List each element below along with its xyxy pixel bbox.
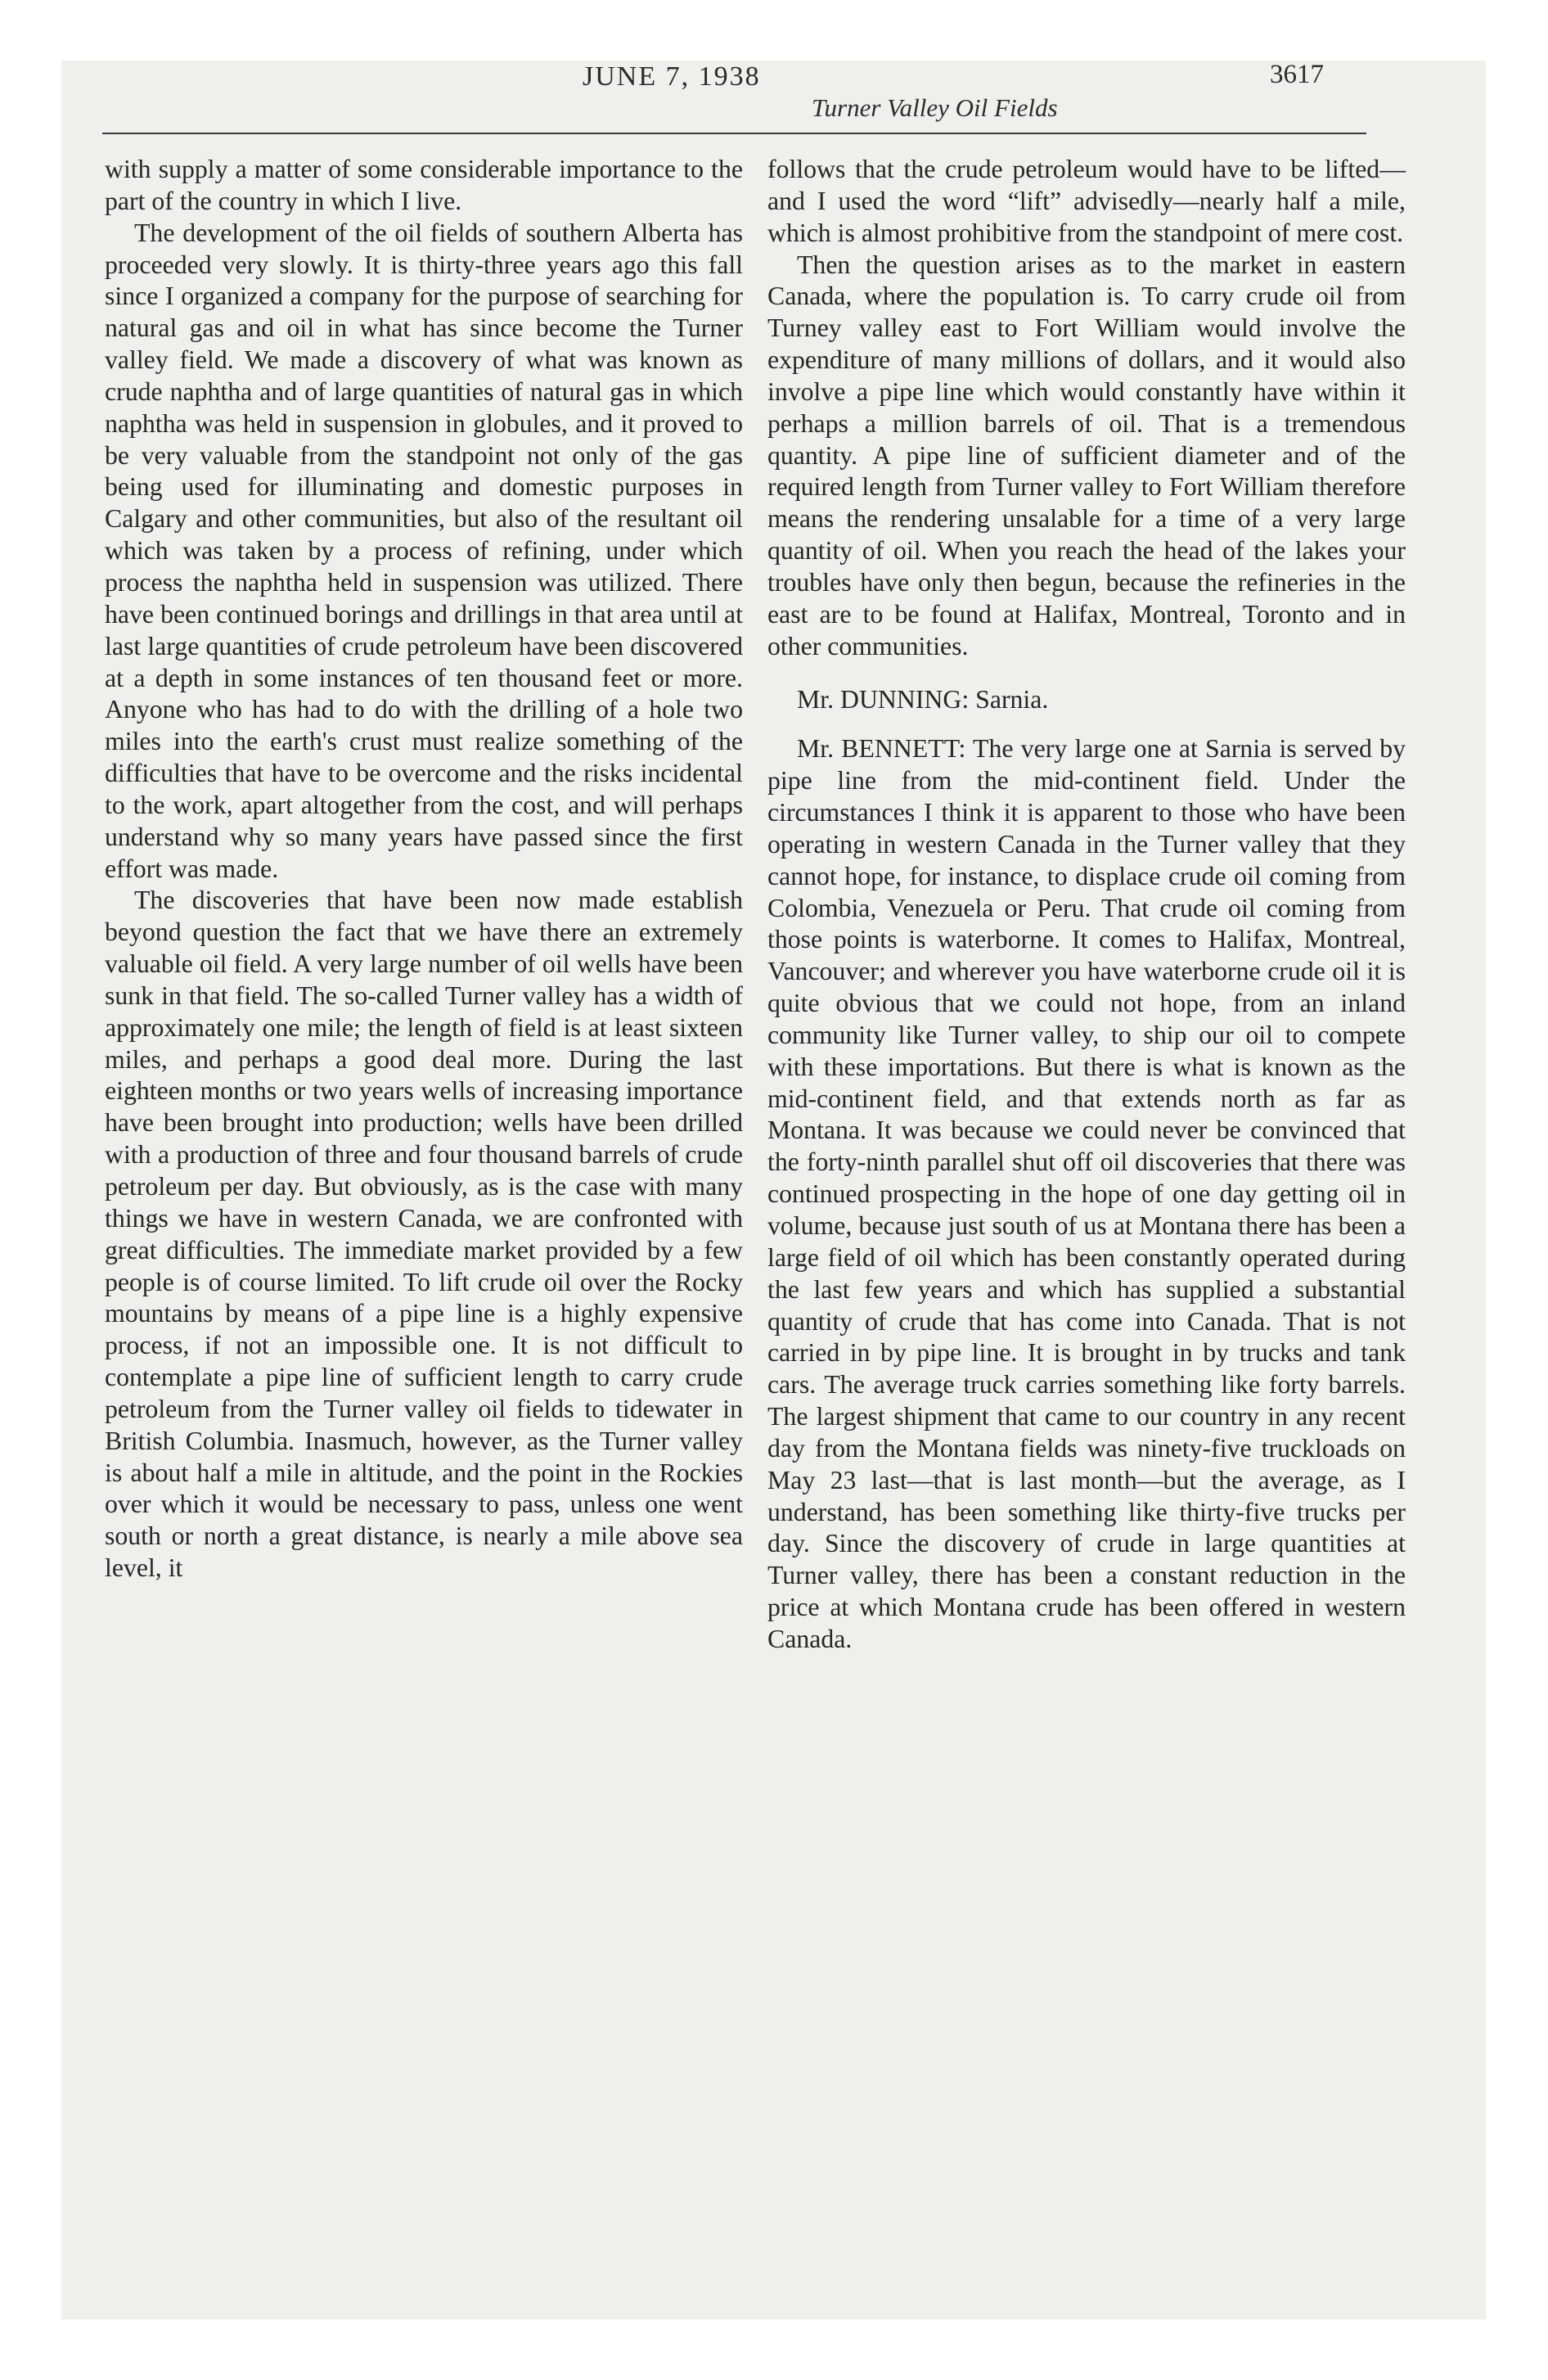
left-paragraph-1: with supply a matter of some considerable importance to the part of the country in which I live. [105, 155, 743, 215]
right-paragraph-2: Then the question arises as to the market in eastern Canada, where the population is. To carry crude oil from Turney valley east to Fort William would involve the expenditure of many millions of dollars, and it would also involve a pipe line which would constantly have within it perhaps a million barrels of oil. That is a tremendous quantity. A pipe line of sufficient diameter and of the required length from Turner valley to Fort William therefore means the rendering unsalable for a time of a very large quantity of oil. When you reach the head of the lakes your troubles have only then begun, because the refineries in the east are to be found at Halifax, Montreal, Toronto and in other communities. [767, 250, 1406, 660]
left-paragraph-3: The discoveries that have been now made establish beyond question the fact that we have there an extremely valuable oil field. A very large number of oil wells have been sunk in that field. The so-called Turner valley has a width of approximately one mile; the length of field is at least sixteen miles, and perhaps a good deal more. During the last eighteen months or two years wells of increasing importance have been brought into production; wells have been drilled with a production of three and four thousand barrels of crude petroleum per day. But obviously, as is the case with many things we have in western Canada, we are confronted with great difficulties. The immediate market provided by a few people is of course limited. To lift crude oil over the Rocky mountains by means of a pipe line is a highly expensive process, if not an impossible one. It is not difficult to contemplate a pipe line of sufficient length to carry crude petroleum from the Turner valley oil fields to tidewater in British Columbia. Inasmuch, however, as the Turner valley is about half a mile in altitude, and the point in the Rockies over which it would be necessary to pass, unless one went south or north a great distance, is nearly a mile above sea level, it [105, 886, 743, 1583]
right-paragraph-1: follows that the crude petroleum would have to be lifted—and I used the word “lift” advisedly—nearly half a mile, which is almost prohibitive from the standpoint of mere cost. [767, 155, 1406, 247]
page-header [0, 0, 1548, 147]
left-paragraph-2: The development of the oil fields of southern Alberta has proceeded very slowly. It is thirty-three years ago this fall since I organized a company for the purpose of searching for natural gas and oil in what has since become the Turner valley field. We made a discovery of what was known as crude naphtha and of large quantities of natural gas in which naphtha was held in suspension in globules, and it proved to be very valuable from the standpoint not only of the gas being used for illuminating and domestic purposes in Calgary and other communities, but also of the resultant oil which was taken by a process of refining, under which process the naphtha held in suspension was utilized. There have been continued borings and drillings in that area until at last large quantities of crude petroleum have been discovered at a depth in some instances of ten thousand feet or more. Anyone who has had to do with the drilling of a hole two miles into the earth's crust must realize something of the difficulties that have to be overcome and the risks incidental to the work, apart altogether from the cost, and will perhaps understand why so many years have passed since the first effort was made. [105, 218, 743, 883]
right-column [767, 154, 1406, 1656]
speaker-bennett-paragraph: Mr. BENNETT: The very large one at Sarnia is served by pipe line from the mid-continent field. Under the circumstances I think it is apparent to those who have been operating in western Canada in the Turner valley that they cannot hope, for instance, to displace crude oil coming from Colombia, Venezuela or Peru. That crude oil coming from those points is waterborne. It comes to Halifax, Montreal, Vancouver; and wherever you have waterborne crude oil it is quite obvious that we could not hope, from an inland community like Turner valley, to ship our oil to compete with these importations. But there is what is known as the mid-continent field, and that extends north as far as Montana. It was because we could never be convinced that the forty-ninth parallel shut off oil discoveries that there was continued prospecting in the hope of one day getting oil in volume, because just south of us at Montana there has been a large field of oil which has been constantly operated during the last few years and which has supplied a substantial quantity of crude that has come into Canada. That is not carried in by pipe line. It is brought in by trucks and tank cars. The average truck carries something like forty barrels. The largest shipment that came to our country in any recent day from the Montana fields was ninety-five truckloads on May 23 last—that is last month—but the average, as I understand, has been something like thirty-five trucks per day. Since the discovery of crude in large quantities at Turner valley, there has been a constant reduction in the price at which Montana crude has been offered in western Canada. [767, 734, 1406, 1653]
header-subject: Turner Valley Oil Fields [812, 93, 1058, 122]
left-column [105, 154, 743, 1584]
page-number: 3617 [1270, 60, 1324, 89]
header-date: JUNE 7, 1938 [583, 61, 761, 92]
speaker-dunning-line: Mr. DUNNING: Sarnia. [797, 684, 1049, 714]
header-rule [102, 133, 1366, 134]
